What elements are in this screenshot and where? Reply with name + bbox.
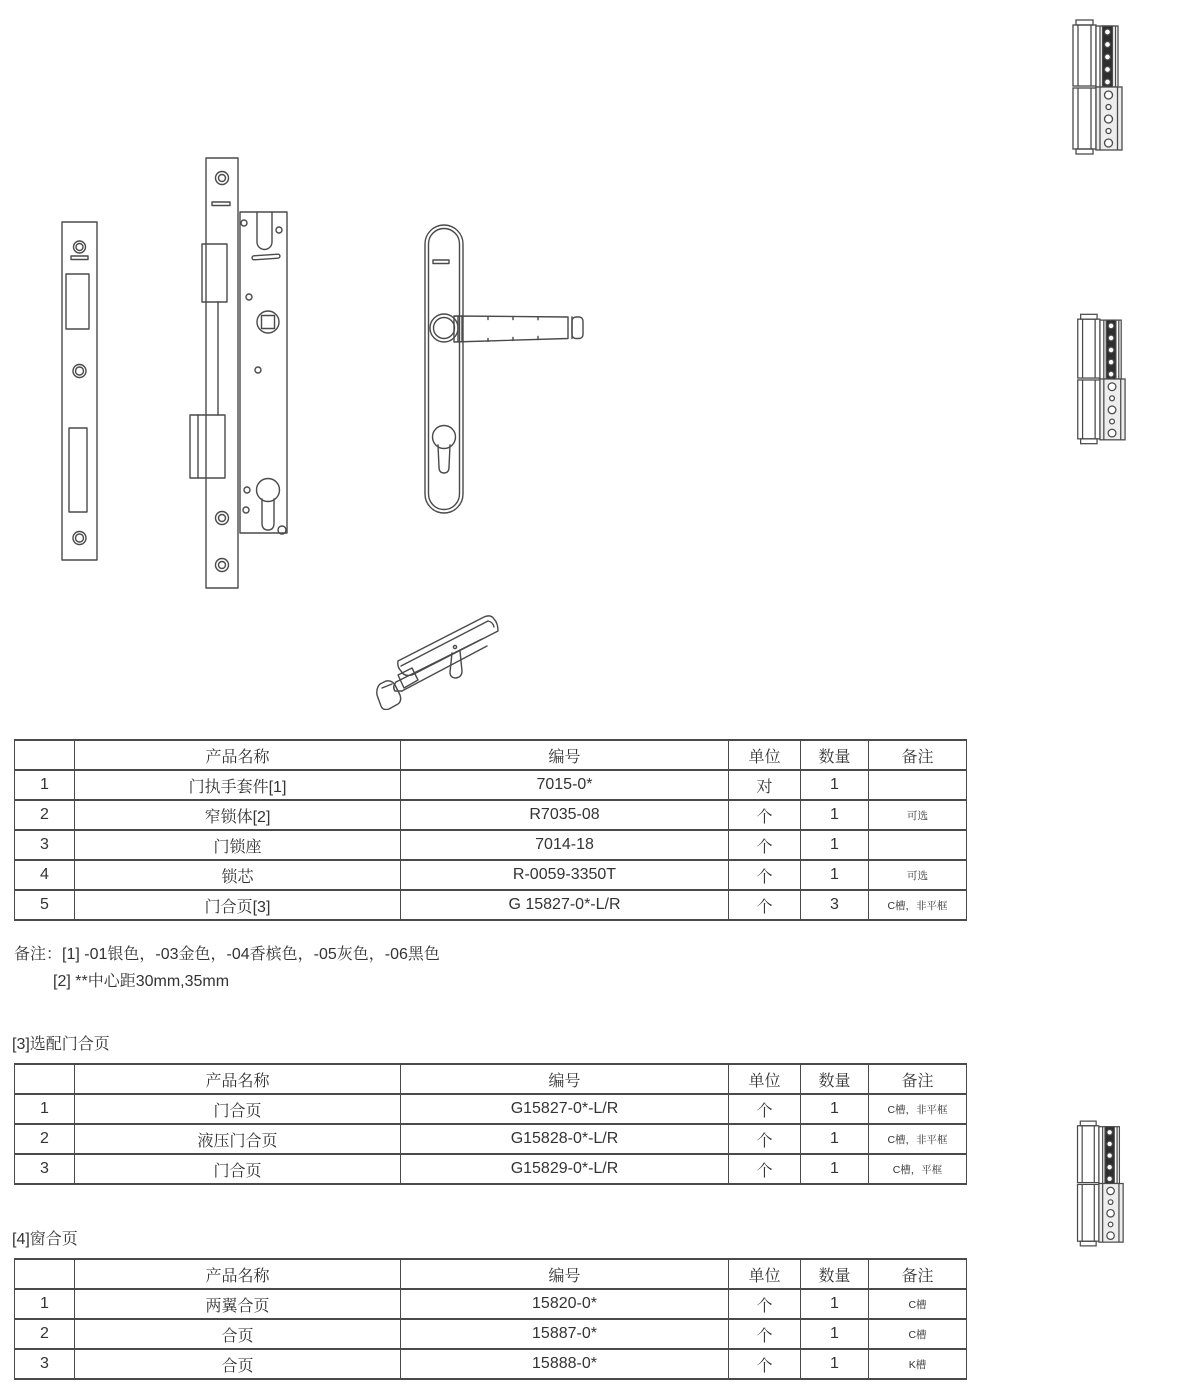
- table-row: [15, 830, 967, 860]
- table-cell: 1: [15, 1289, 75, 1319]
- table-cell: G 15827-0*-L/R: [401, 890, 729, 920]
- table-cell: 2: [15, 800, 75, 830]
- column-header: 备注: [869, 740, 967, 770]
- table-cell: 1: [801, 770, 869, 800]
- window-hinges-table: [14, 1258, 967, 1380]
- table-header-row: [15, 740, 967, 770]
- table-cell: R-0059-3350T: [401, 860, 729, 890]
- table-cell: 个: [729, 860, 801, 890]
- table-cell: C槽: [869, 1289, 967, 1319]
- table-cell: 2: [15, 1319, 75, 1349]
- table-cell: 7015-0*: [401, 770, 729, 800]
- column-header: 产品名称: [75, 740, 401, 770]
- table-cell: 门锁座: [75, 830, 401, 860]
- table-cell: 可选: [869, 860, 967, 890]
- table-cell: 门执手套件[1]: [75, 770, 401, 800]
- table-cell: 1: [801, 1154, 869, 1184]
- table-cell: R7035-08: [401, 800, 729, 830]
- column-header: 编号: [401, 740, 729, 770]
- table-row: [15, 1319, 967, 1349]
- column-header: [15, 1259, 75, 1289]
- table-row: [15, 1154, 967, 1184]
- column-header: [15, 740, 75, 770]
- table-cell: 1: [801, 860, 869, 890]
- table-row: [15, 1289, 967, 1319]
- column-header: 编号: [401, 1064, 729, 1094]
- note-line: [14, 941, 440, 968]
- table-cell: 合页: [75, 1319, 401, 1349]
- table-cell: 5: [15, 890, 75, 920]
- table-cell: 可选: [869, 800, 967, 830]
- table-cell: G15827-0*-L/R: [401, 1094, 729, 1124]
- table-cell: 4: [15, 860, 75, 890]
- table-cell: K槽: [869, 1349, 967, 1379]
- table-row: [15, 1349, 967, 1379]
- table-cell: 门合页: [75, 1094, 401, 1124]
- table-row: [15, 800, 967, 830]
- table-row: [15, 770, 967, 800]
- column-header: 单位: [729, 1064, 801, 1094]
- table-cell: 对: [729, 770, 801, 800]
- table-cell: 窄锁体[2]: [75, 800, 401, 830]
- table-cell: 个: [729, 1319, 801, 1349]
- table-cell: 个: [729, 830, 801, 860]
- table-cell: G15828-0*-L/R: [401, 1124, 729, 1154]
- lock-body-drawing: [188, 152, 293, 597]
- column-header: 单位: [729, 1259, 801, 1289]
- window-hinge-drawing: [1071, 1118, 1125, 1249]
- table-cell: [869, 770, 967, 800]
- main-parts-table: [14, 739, 967, 921]
- table-cell: 3: [15, 1349, 75, 1379]
- table-cell: 1: [801, 1349, 869, 1379]
- table-cell: [869, 830, 967, 860]
- table-cell: C槽，非平框: [869, 1124, 967, 1154]
- column-header: 数量: [801, 1259, 869, 1289]
- table-cell: G15829-0*-L/R: [401, 1154, 729, 1184]
- table-cell: 1: [801, 1319, 869, 1349]
- table-cell: 3: [801, 890, 869, 920]
- table-cell: 3: [15, 830, 75, 860]
- table-cell: 合页: [75, 1349, 401, 1379]
- note-text: [2] **中心距30mm,35mm: [53, 973, 230, 990]
- table-row: [15, 890, 967, 920]
- table-cell: 个: [729, 890, 801, 920]
- table-cell: 1: [801, 1094, 869, 1124]
- door-hinges-table: [14, 1063, 967, 1185]
- table-cell: 7014-18: [401, 830, 729, 860]
- table-cell: 门合页[3]: [75, 890, 401, 920]
- table-cell: C槽: [869, 1319, 967, 1349]
- brand-logo: [71, 256, 88, 260]
- table-cell: 锁芯: [75, 860, 401, 890]
- table-cell: 1: [15, 1094, 75, 1124]
- note-line: [14, 968, 440, 995]
- table-cell: 15887-0*: [401, 1319, 729, 1349]
- column-header: 备注: [869, 1259, 967, 1289]
- table-cell: C槽，非平框: [869, 890, 967, 920]
- table-cell: 1: [801, 1289, 869, 1319]
- column-header: 备注: [869, 1064, 967, 1094]
- table-cell: 1: [801, 800, 869, 830]
- note-text: [1] -01银色，-03金色，-04香槟色，-05灰色，-06黑色: [62, 946, 440, 963]
- notes-label: 备注：: [14, 946, 63, 963]
- table-cell: 1: [15, 770, 75, 800]
- table-cell: 3: [15, 1154, 75, 1184]
- column-header: 产品名称: [75, 1064, 401, 1094]
- table-row: [15, 1094, 967, 1124]
- door-hinge-section-heading: [3]选配门合页: [12, 1036, 110, 1053]
- column-header: [15, 1064, 75, 1094]
- table-cell: 15820-0*: [401, 1289, 729, 1319]
- table-cell: 两翼合页: [75, 1289, 401, 1319]
- table-cell: 个: [729, 1094, 801, 1124]
- strike-plate-drawing: [58, 218, 102, 564]
- column-header: 编号: [401, 1259, 729, 1289]
- table-cell: 门合页: [75, 1154, 401, 1184]
- table-cell: 个: [729, 1289, 801, 1319]
- column-header: 产品名称: [75, 1259, 401, 1289]
- table-cell: 个: [729, 1124, 801, 1154]
- table-cell: C槽，非平框: [869, 1094, 967, 1124]
- table-cell: 个: [729, 1349, 801, 1379]
- brand-logo: [212, 202, 230, 206]
- lock-cylinder-drawing: [368, 598, 518, 710]
- table-cell: 个: [729, 1154, 801, 1184]
- table-cell: 15888-0*: [401, 1349, 729, 1379]
- table-cell: 液压门合页: [75, 1124, 401, 1154]
- window-hinge-section-heading: [4]窗合页: [12, 1231, 78, 1248]
- table-cell: 个: [729, 800, 801, 830]
- column-header: 数量: [801, 1064, 869, 1094]
- table-cell: 2: [15, 1124, 75, 1154]
- column-header: 单位: [729, 740, 801, 770]
- table-row: [15, 860, 967, 890]
- column-header: 数量: [801, 740, 869, 770]
- table-header-row: [15, 1259, 967, 1289]
- door-hinge-drawing-middle: [1071, 312, 1127, 446]
- table-cell: 1: [801, 830, 869, 860]
- door-handle-drawing: [418, 216, 593, 521]
- table-header-row: [15, 1064, 967, 1094]
- notes-block: [14, 941, 440, 995]
- door-hinge-drawing-top: [1066, 18, 1124, 156]
- table-cell: 1: [801, 1124, 869, 1154]
- table-row: [15, 1124, 967, 1154]
- table-cell: C槽，平框: [869, 1154, 967, 1184]
- brand-logo: [433, 260, 449, 264]
